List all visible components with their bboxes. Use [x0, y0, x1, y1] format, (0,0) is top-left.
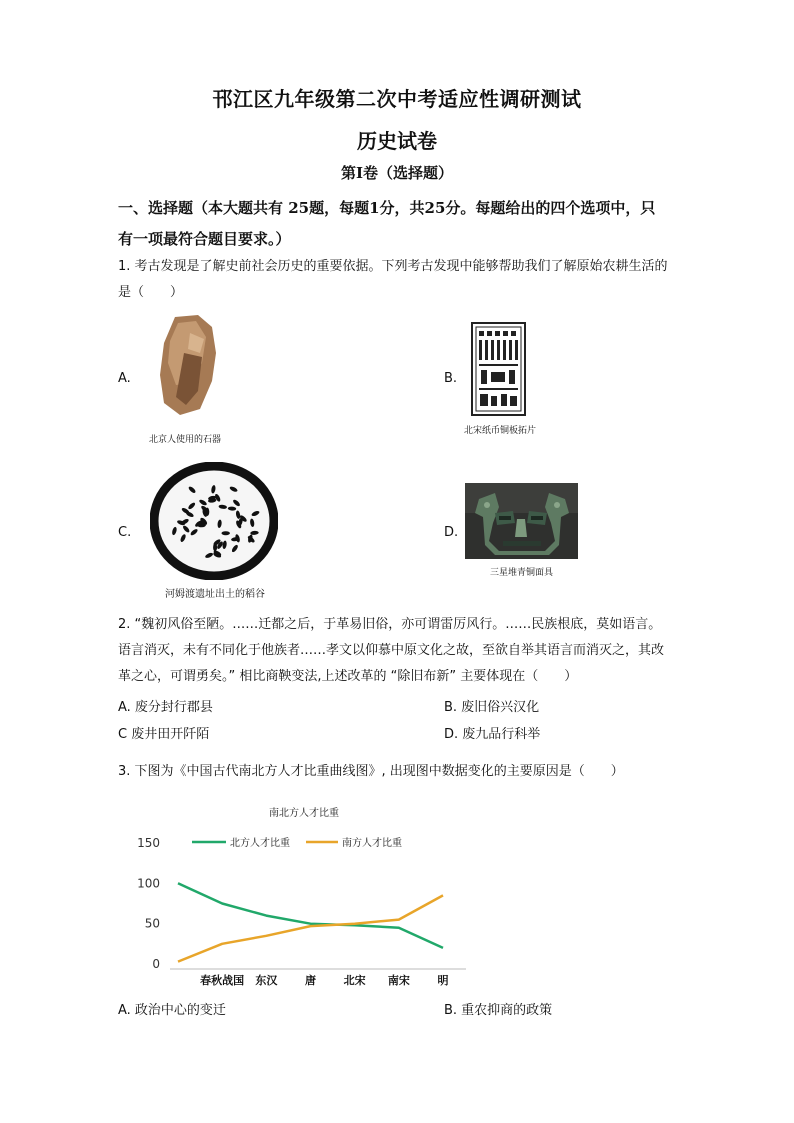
banknote-rubbing-image: [471, 322, 526, 416]
bronze-mask-image: [465, 483, 578, 559]
q2-option-d[interactable]: D. 废九品行科举: [444, 727, 541, 742]
question-3-line-1: 3. 下图为《中国古代南北方人才比重曲线图》, 出现图中数据变化的主要原因是（ ）: [118, 764, 624, 779]
question-2-line-2: 语言消灭，未有不同化于他族者……孝文以仰慕中原文化之故，至欲自举其语言而消灭之，其改: [118, 643, 665, 658]
q1-option-a-caption: 北京人使用的石器: [148, 435, 221, 445]
q1-option-a-label[interactable]: A.: [118, 371, 131, 386]
question-1: [118, 254, 718, 306]
q1-option-d-caption: 三星堆青铜面具: [489, 568, 553, 578]
q1-option-d-label[interactable]: D.: [444, 525, 459, 540]
question-2-line-3: 革之心，可谓勇矣。” 相比商鞅变法,上述改革的 “除旧布新” 主要体现在（ ）: [118, 669, 578, 684]
question-3: [118, 759, 718, 785]
stone-tool-image: [150, 313, 230, 418]
y-tick-label: 50: [144, 916, 160, 931]
section-line-2: 有一项最符合题目要求。）: [118, 230, 291, 248]
chart-title: 南北方人才比重: [269, 808, 339, 819]
q2-option-b[interactable]: B. 废旧俗兴汉化: [444, 700, 540, 715]
rice-grain: [222, 531, 230, 535]
exam-title: 邗江区九年级第二次中考适应性调研测试: [212, 87, 582, 111]
q3-option-a[interactable]: A. 政治中心的变迁: [118, 1003, 226, 1018]
q1-option-c-caption: 河姆渡遗址出土的稻谷: [165, 589, 265, 600]
x-tick-label: 明: [437, 974, 449, 987]
legend-north-label: 北方人才比重: [230, 838, 290, 849]
series-line-north: [178, 883, 443, 948]
question-1-line-2: 是（ ）: [118, 285, 184, 300]
x-tick-label: 春秋战国: [200, 974, 245, 987]
y-tick-label: 150: [137, 836, 160, 850]
exam-subject: 历史试卷: [357, 129, 437, 153]
exam-part: 第Ⅰ卷（选择题）: [340, 164, 454, 182]
q1-option-b-caption: 北宋纸币铜板拓片: [463, 426, 536, 436]
q1-option-b-label[interactable]: B.: [444, 371, 458, 386]
x-tick-label: 南宋: [387, 974, 410, 987]
question-2-line-1: 2. “魏初风俗至陋。……迁都之后，于革易旧俗，亦可谓雷厉风行。……民族根底，莫如语言。: [118, 617, 662, 632]
rice-grains-image: [150, 462, 278, 580]
y-tick-label: 100: [137, 876, 160, 891]
q2-option-c[interactable]: C 废井田开阡陌: [118, 727, 210, 742]
x-tick-label: 北宋: [343, 974, 366, 987]
q1-option-c-label[interactable]: C.: [118, 525, 132, 540]
q3-option-b[interactable]: B. 重农抑商的政策: [444, 1003, 553, 1018]
x-tick-label: 东汉: [255, 974, 278, 987]
section-line-1: 一、选择题（本大题共有 25题，每题1分，共25分。每题给出的四个选项中，只: [118, 199, 656, 217]
question-1-line-1: 1. 考古发现是了解史前社会历史的重要依据。下列考古发现中能够帮助我们了解原始农耕生活的: [118, 259, 668, 274]
question-2: [118, 612, 718, 690]
section-heading: [118, 193, 718, 255]
talent-ratio-line-chart: [120, 798, 480, 994]
y-tick-label: 0: [152, 957, 160, 971]
legend-south-label: 南方人才比重: [342, 838, 402, 849]
q2-option-a[interactable]: A. 废分封行郡县: [118, 700, 213, 715]
x-tick-label: 唐: [305, 974, 316, 987]
